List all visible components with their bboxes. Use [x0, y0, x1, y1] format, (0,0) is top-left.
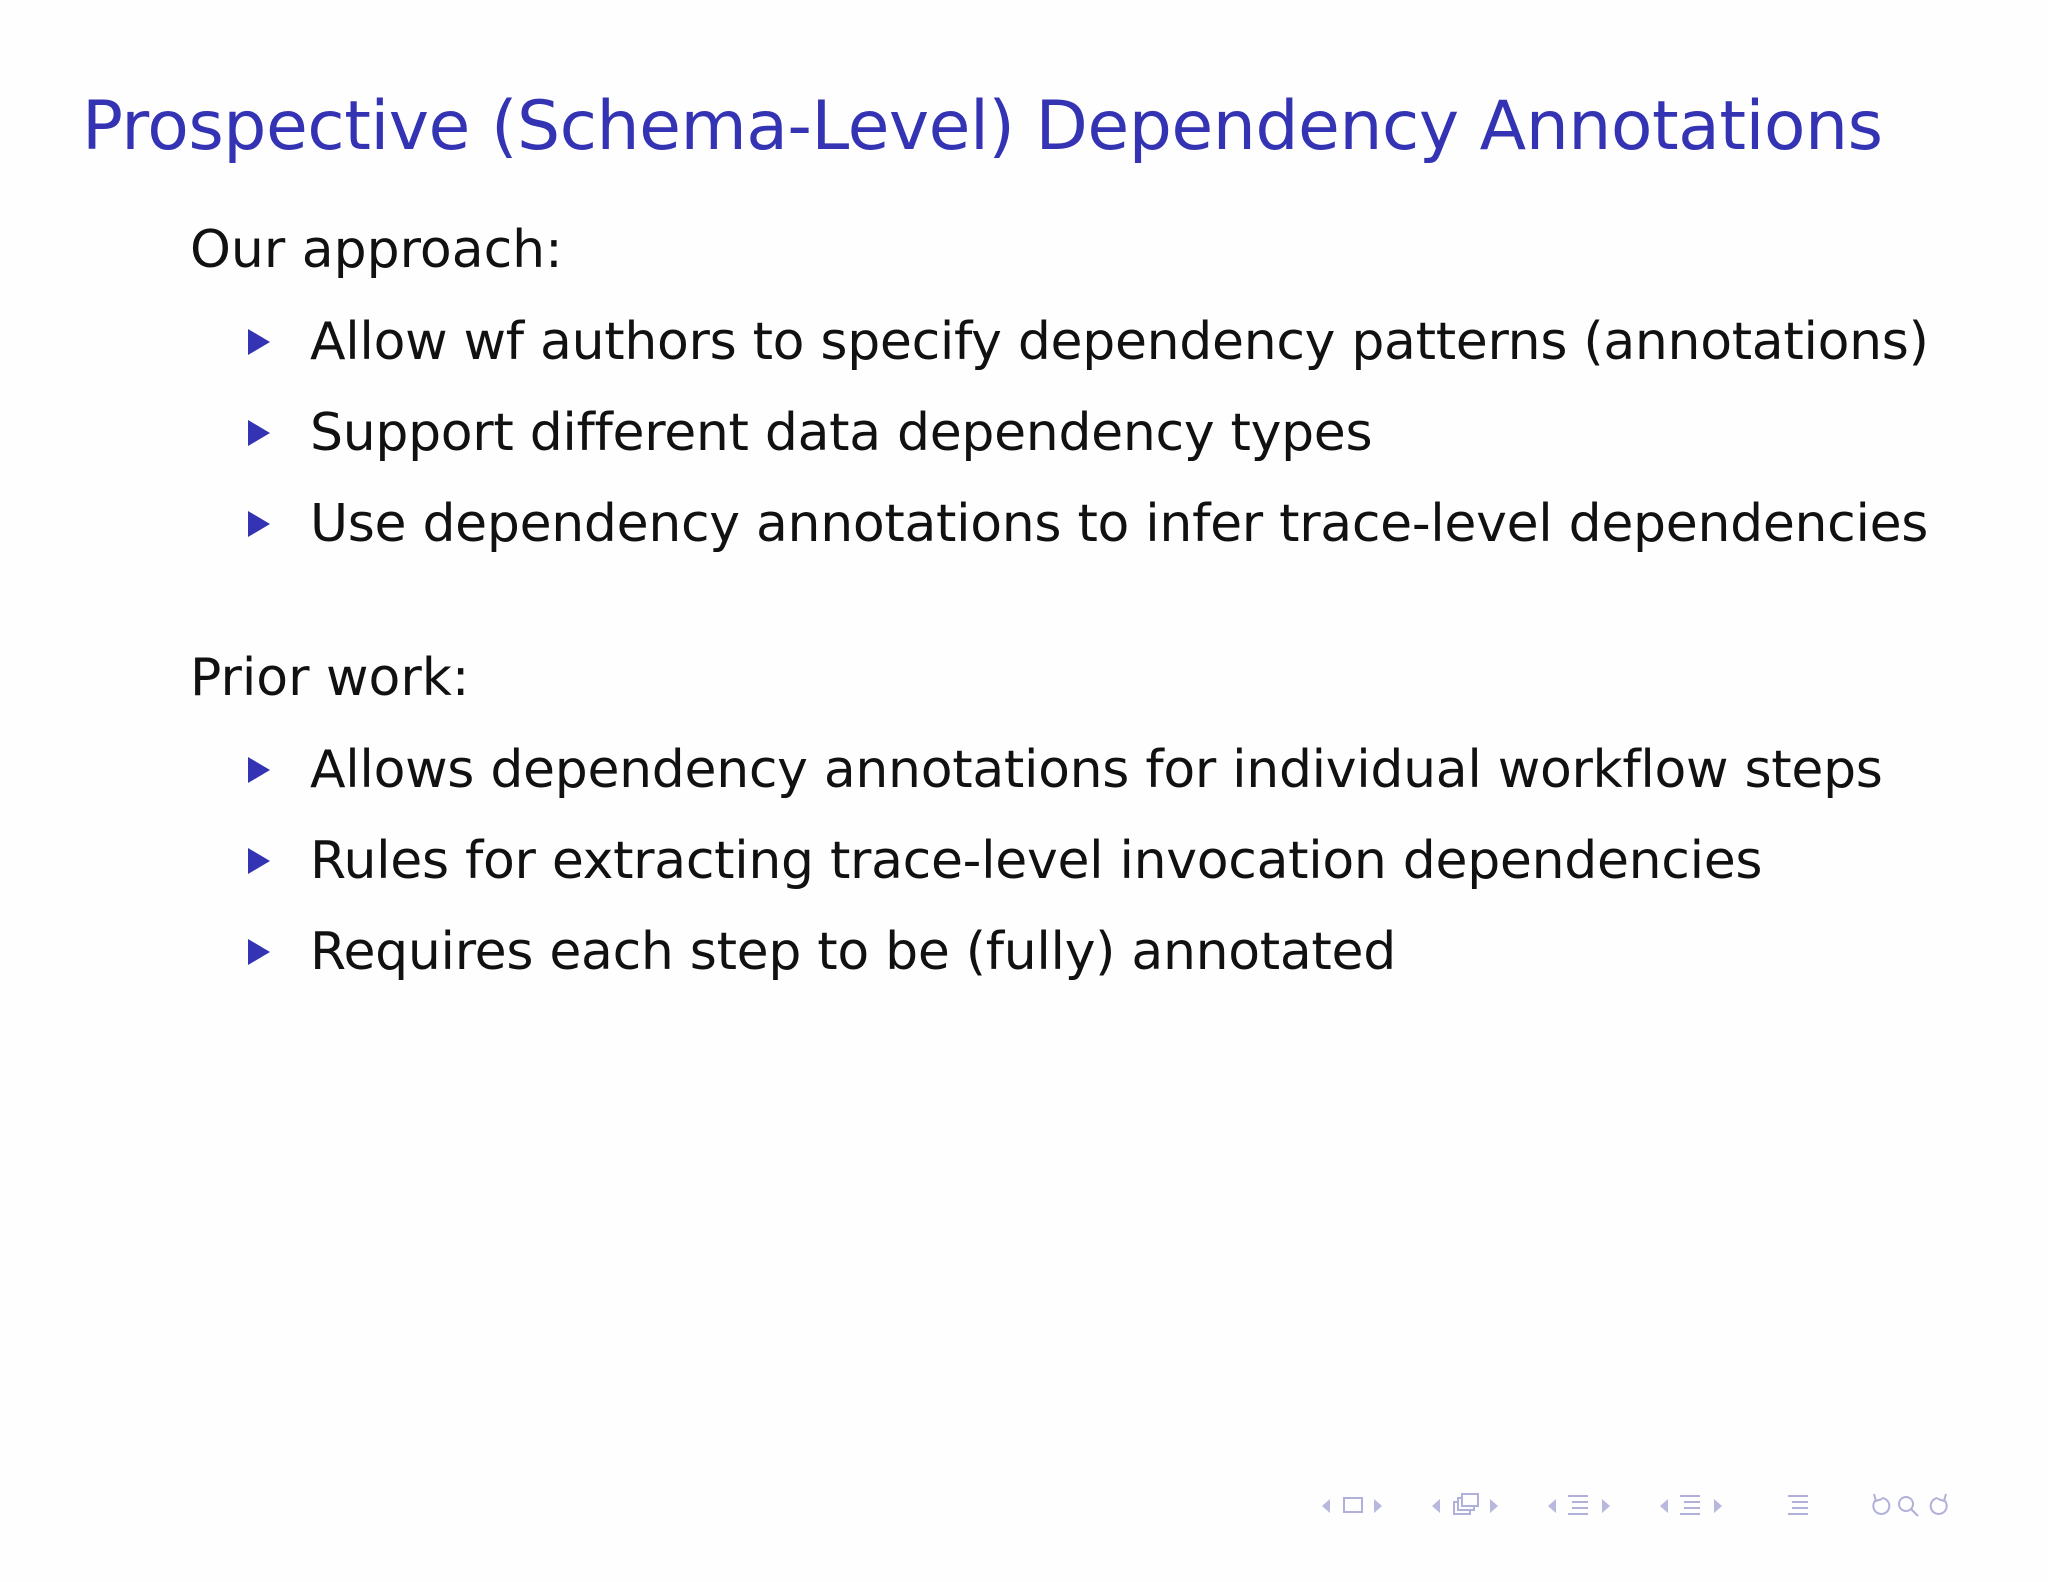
search-icon[interactable]: [1899, 1497, 1918, 1516]
back-icon[interactable]: [1873, 1494, 1889, 1514]
list-item: [190, 296, 1990, 387]
list-item: [190, 478, 1990, 569]
section-heading: Prior work:: [190, 648, 470, 708]
section-prev-icon[interactable]: [1548, 1499, 1556, 1513]
part-prev-icon[interactable]: [1660, 1499, 1668, 1513]
section-icon[interactable]: [1568, 1496, 1588, 1514]
bullet-list: [190, 724, 1990, 997]
slide-title: Prospective (Schema-Level) Dependency Annotations: [82, 87, 1883, 166]
list-item: [190, 906, 1990, 997]
part-icon[interactable]: [1680, 1496, 1700, 1514]
bullet-text: Allows dependency annotations for individual workflow steps: [310, 739, 1883, 800]
list-item: [190, 815, 1990, 906]
subsection-prev-icon[interactable]: [1432, 1499, 1440, 1513]
bullet-triangle-icon: [248, 939, 270, 965]
bullet-triangle-icon: [248, 848, 270, 874]
bullet-text: Use dependency annotations to infer trace-level dependencies: [310, 493, 1929, 554]
bullet-text: Requires each step to be (fully) annotated: [310, 921, 1396, 982]
section-heading: Our approach:: [190, 220, 563, 280]
bullet-triangle-icon: [248, 511, 270, 537]
bullet-text: Support different data dependency types: [310, 402, 1373, 463]
frame-icon[interactable]: [1344, 1498, 1362, 1512]
bullet-triangle-icon: [248, 757, 270, 783]
bullet-text: Allow wf authors to specify dependency patterns (annotations): [310, 311, 1929, 372]
part-next-icon[interactable]: [1714, 1499, 1722, 1513]
section-prior-work: [190, 646, 1990, 997]
subsection-icon[interactable]: [1454, 1494, 1478, 1514]
section-our-approach: [190, 218, 1990, 569]
list-item: [190, 724, 1990, 815]
list-item: [190, 387, 1990, 478]
navigation-symbols: [1316, 1488, 2036, 1524]
bullet-triangle-icon: [248, 329, 270, 355]
frame-prev-icon[interactable]: [1322, 1499, 1330, 1513]
frame-next-icon[interactable]: [1374, 1499, 1382, 1513]
forward-icon[interactable]: [1931, 1494, 1947, 1514]
bullet-list: [190, 296, 1990, 569]
subsection-next-icon[interactable]: [1490, 1499, 1498, 1513]
doc-icon[interactable]: [1788, 1496, 1808, 1514]
bullet-triangle-icon: [248, 420, 270, 446]
beamer-navigation-bar: [1316, 1488, 2036, 1524]
bullet-text: Rules for extracting trace-level invocation dependencies: [310, 830, 1763, 891]
section-next-icon[interactable]: [1602, 1499, 1610, 1513]
